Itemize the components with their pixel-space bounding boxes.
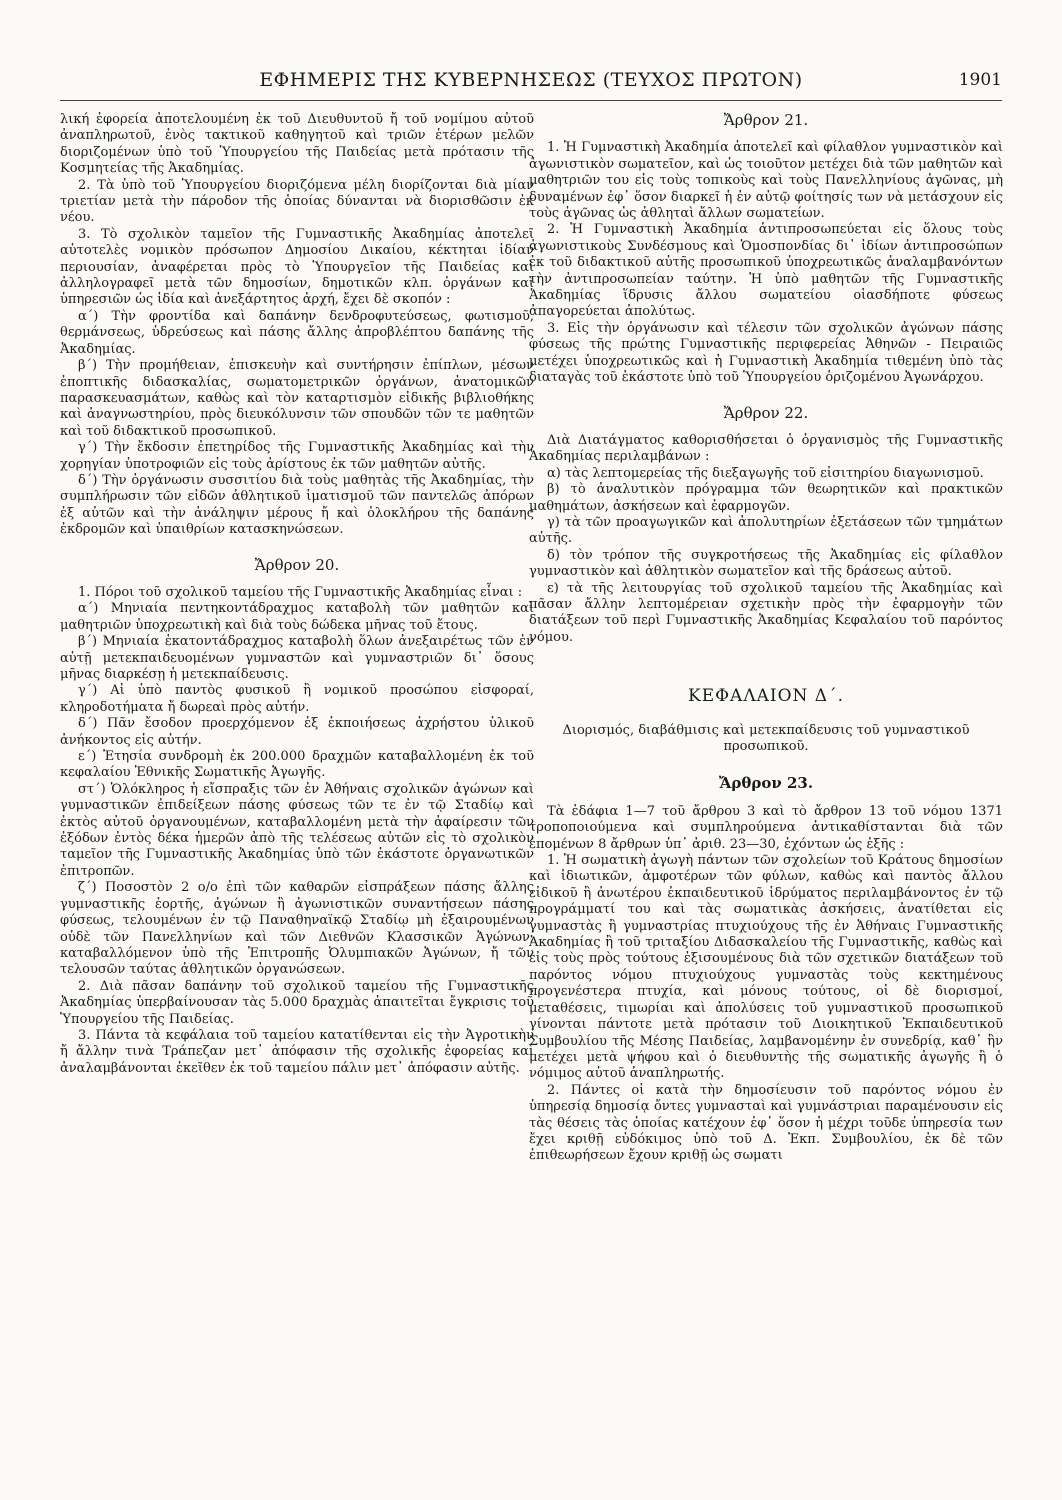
- article-heading: Ἄρθρον 22.: [723, 403, 809, 422]
- list-item: στ΄) Ὁλόκληρος ἡ εἴσπραξις τῶν ἐν Ἀθήναις σχολικῶν ἀγώνων καὶ γυμναστικῶν ἐπιδείξεων πάσης φύσεως τῶν τε ἐν τῷ Σταδίῳ καὶ ἐκτὸς αὐτοῦ ὀργανουμένων, καταβαλλομένη μετὰ τὴν ἀφαίρεσιν τῶν ἐξόδων ἐντὸς δέκα ἡμερῶν ἀπὸ τῆς τελέσεως αὐτῶν εἰς τὸ σχολικὸν ταμεῖον τῆς Γυμναστικῆς Ἀκαδημίας ὑπὸ τῶν ἑκάστοτε ὀργανωτικῶν ἐπιτροπῶν.: [60, 781, 534, 879]
- paragraph: 3. Εἰς τὴν ὀργάνωσιν καὶ τέλεσιν τῶν σχολικῶν ἀγώνων πάσης φύσεως τῆς πρώτης Γυμναστικῆς περιφερείας Ἀθηνῶν - Πειραιῶς μετέχει ὑποχρεωτικῶς καὶ ἡ Γυμναστικὴ Ἀκαδημία τιθεμένη ὑπὸ τὰς διαταγὰς τοῦ ἑκάστοτε ὑπὸ τοῦ Ὑπουργείου ὁριζομένου Ἀγωνάρχου.: [529, 320, 1003, 386]
- list-item: β΄) Μηνιαία ἑκατοντάδραχμος καταβολὴ ὅλων ἀνεξαιρέτως τῶν ἐν αὐτῇ μετεκπαιδευομένων γυμναστῶν καὶ γυμναστριῶν δι᾽ ὅσους μῆνας διαρκέσῃ ἡ μετεκπαίδευσις.: [60, 634, 534, 682]
- list-item: δ΄) Πᾶν ἔσοδον προερχόμενον ἐξ ἐκποιήσεως ἀχρήστου ὑλικοῦ ἀνήκοντος εἰς αὐτήν.: [60, 716, 534, 748]
- right-column: [529, 112, 1003, 1165]
- article-heading: Ἄρθρον 23.: [718, 774, 814, 793]
- gazette-title: ΕΦΗΜΕΡΙΣ ΤΗΣ ΚΥΒΕΡΝΗΣΕΩΣ (ΤΕΥΧΟΣ ΠΡΩΤΟΝ): [259, 69, 803, 91]
- list-item: β΄) Τὴν προμήθειαν, ἐπισκευὴν καὶ συντήρησιν ἐπίπλων, μέσων ἐποπτικῆς διδασκαλίας, σωματομετρικῶν ὀργάνων, ἀνατομικῶν παρασκευασμάτων, καθὼς καὶ τὸν καταρτισμὸν εἰδικῆς βιβλιοθήκης καὶ ἀναγνωστηρίου, πρὸς διευκόλυνσιν τῶν σπουδῶν τῶν τε μαθητῶν καὶ τοῦ διδακτικοῦ προσωπικοῦ.: [60, 358, 534, 439]
- list-item: δ΄) Τὴν ὀργάνωσιν συσσιτίου διὰ τοὺς μαθητὰς τῆς Ἀκαδημίας, τὴν συμπλήρωσιν τῶν εἰδῶν ἀθλητικοῦ ἱματισμοῦ τῶν παντελῶς ἀπόρων ἐξ αὐτῶν καὶ τὴν ἀνάληψιν μέρους ἤ καὶ ὁλοκλήρου τῆς δαπάνης ἐκδρομῶν καὶ ὑπαιθρίων κατασκηνώσεων.: [60, 472, 534, 538]
- list-item: ζ΄) Ποσοστὸν 2 ο/ο ἐπὶ τῶν καθαρῶν εἰσπράξεων πάσης ἄλλης γυμναστικῆς ἑορτῆς, ἀγώνων ἢ ἀγωνιστικῶν συναντήσεων πάσης φύσεως, τελουμένων ἐν τῷ Παναθηναϊκῷ Σταδίῳ μὴ ἐξαιρουμένων οὐδὲ τῶν Πανελληνίων καὶ τῶν Διεθνῶν Κλασσικῶν Ἀγώνων, καταβαλλόμενον ὑπὸ τῆς Ἐπιτροπῆς Ὀλυμπιακῶν Ἀγώνων, ἤ τῶν τελουσῶν ταύτας ἀθλητικῶν ὀργανώσεων.: [60, 880, 534, 978]
- chapter-heading: ΚΕΦΑΛΑΙΟΝ Δ΄.: [688, 686, 844, 707]
- paragraph: 1. Ἡ σωματικὴ ἀγωγὴ πάντων τῶν σχολείων τοῦ Κράτους δημοσίων καὶ ἰδιωτικῶν, ἀμφοτέρων τῶν φύλων, καθὼς καὶ παντὸς ἄλλου εἰδικοῦ ἢ ἀνωτέρου ἐκπαιδευτικοῦ ἱδρύματος περιλαμβάνοντος ἐν τῷ προγράμματί του καὶ τὰς σωματικὰς ἀσκήσεις, ἀνατίθεται εἰς γυμναστὰς ἢ γυμναστρίας πτυχιούχους τῆς ἐν Ἀθήναις Γυμναστικῆς Ἀκαδημίας ἢ τοῦ τριταξίου Διδασκαλείου τῆς Γυμναστικῆς, καθὼς καὶ εἰς τοὺς πρὸς τούτους ἐξισουμένους διὰ τῶν σχετικῶν διατάξεων τοῦ παρόντος νόμου πτυχιούχους γυμναστὰς τοὺς κεκτημένους προγενέστερα πτυχία, καὶ μόνους τούτους, οἱ δὲ διορισμοί, μεταθέσεις, τιμωρίαι καὶ ἀπολύσεις τοῦ γυμναστικοῦ προσωπικοῦ γίνονται πάντοτε μετὰ πρότασιν τοῦ Διοικητικοῦ Ἐκπαιδευτικοῦ Συμβουλίου τῆς Μέσης Παιδείας, λαμβανομένην ἐν συνεδρίᾳ, καθ᾽ ἣν μετέχει μετὰ ψήφου καὶ ὁ διευθυντὴς τῆς σωματικῆς ἀγωγῆς ἢ ὁ νόμιμος αὐτοῦ ἀναπληρωτής.: [529, 853, 1003, 1082]
- list-item: ε) τὰ τῆς λειτουργίας τοῦ σχολικοῦ ταμείου τῆς Ἀκαδημίας καὶ πᾶσαν ἄλλην λεπτομέρειαν σχετικὴν πρὸς τὴν ἐφαρμογὴν τῶν διατάξεων τοῦ περὶ Γυμναστικῆς Ἀκαδημίας Κεφαλαίου τοῦ παρόντος νόμου.: [529, 580, 1003, 645]
- left-column: [60, 112, 534, 1077]
- page-header: [60, 60, 1002, 101]
- list-item: β) τὸ ἀναλυτικὸν πρόγραμμα τῶν θεωρητικῶν καὶ πρακτικῶν μαθημάτων, ἀσκήσεων καὶ ἐφαρμογῶν.: [529, 482, 1003, 514]
- list-item: γ΄) Τὴν ἔκδοσιν ἐπετηρίδος τῆς Γυμναστικῆς Ἀκαδημίας καὶ τὴν χορηγίαν ὑποτροφιῶν εἰς τοὺς ἀρίστους ἐκ τῶν μαθητῶν αὐτῆς.: [60, 440, 534, 472]
- paragraph: 2. Πάντες οἱ κατὰ τὴν δημοσίευσιν τοῦ παρόντος νόμου ἐν ὑπηρεσίᾳ δημοσίᾳ ὄντες γυμνασταὶ καὶ γυμνάστριαι παραμένουσιν εἰς τὰς θέσεις τὰς ὁποίας κατέχουν ἐφ᾽ ὅσον ἡ μέχρι τοῦδε ὑπηρεσία των ἔχει κριθῇ εὐδόκιμος ὑπὸ τοῦ Δ. Ἐκπ. Συμβουλίου, ἐκ δὲ τῶν ἐπιθεωρήσεων ἔχουν κριθῇ ὡς σωματι: [529, 1082, 1003, 1164]
- paragraph: 2. Τὰ ὑπὸ τοῦ Ὑπουργείου διοριζόμενα μέλη διορίζονται διὰ μίαν τριετίαν μετὰ τὴν πάροδον τῆς ὁποίας δύνανται νὰ διορισθῶσιν ἐκ νέου.: [60, 177, 534, 226]
- paragraph: 3. Πάντα τὰ κεφάλαια τοῦ ταμείου κατατίθενται εἰς τὴν Ἀγροτικὴν ἤ ἄλλην τινὰ Τράπεζαν μετ᾽ ἀπόφασιν τῆς σχολικῆς ἐφορείας καὶ ἀναλαμβάνονται ἐκεῖθεν ἐκ τοῦ ταμείου πάλιν μετ᾽ ἀπόφασιν αὐτῆς.: [60, 1027, 534, 1076]
- page-number: 1901: [958, 70, 1002, 90]
- paragraph: 1. Πόροι τοῦ σχολικοῦ ταμείου τῆς Γυμναστικῆς Ἀκαδημίας εἶναι :: [78, 584, 523, 600]
- paragraph: Τὰ ἐδάφια 1—7 τοῦ ἄρθρου 3 καὶ τὸ ἄρθρον 13 τοῦ νόμου 1371 τροποποιούμενα καὶ συμπληρούμενα ἀντικαθίστανται διὰ τῶν ἑπομένων 8 ἄρθρων ὑπ᾽ ἀριθ. 23—30, ἐχόντων ὡς ἑξῆς :: [529, 803, 1003, 852]
- list-item: γ΄) Αἱ ὑπὸ παντὸς φυσικοῦ ἢ νομικοῦ προσώπου εἰσφοραί, κληροδοτήματα ἤ δωρεαὶ πρὸς αὐτήν.: [60, 683, 534, 715]
- list-item: α΄) Μηνιαία πεντηκοντάδραχμος καταβολὴ τῶν μαθητῶν καὶ μαθητριῶν ὑποχρεωτικὴ καὶ διὰ τοὺς δώδεκα μῆνας τοῦ ἔτους.: [60, 601, 534, 633]
- list-item: α) τὰς λεπτομερείας τῆς διεξαγωγῆς τοῦ εἰσιτηρίου διαγωνισμοῦ.: [547, 465, 984, 481]
- list-item: δ) τὸν τρόπον τῆς συγκροτήσεως τῆς Ἀκαδημίας εἰς φίλαθλον γυμναστικὸν καὶ ἀθλητικὸν σωματεῖον καὶ τῆς δράσεως αὐτοῦ.: [529, 547, 1003, 580]
- paragraph: 1. Ἡ Γυμναστικὴ Ἀκαδημία ἀποτελεῖ καὶ φίλαθλον γυμναστικὸν καὶ ἀγωνιστικὸν σωματεῖον, καὶ ὡς τοιοῦτον μετέχει διὰ τῶν μαθητῶν καὶ μαθητριῶν του εἰς τοὺς τοπικοὺς καὶ τοὺς Πανελληνίους ἀγῶνας, μὴ δυναμένων ἐφ᾽ ὅσον διαρκεῖ ἡ ἐν αὐτῷ φοίτησίς των νὰ μετάσχουν εἰς τοὺς ἀγῶνας ὡς ἀθληταὶ ἄλλων σωματείων.: [529, 140, 1003, 222]
- list-item: γ) τὰ τῶν προαγωγικῶν καὶ ἀπολυτηρίων ἐξετάσεων τῶν τμημάτων αὐτῆς.: [529, 514, 1003, 547]
- paragraph: 2. Διὰ πᾶσαν δαπάνην τοῦ σχολικοῦ ταμείου τῆς Γυμναστικῆς Ἀκαδημίας ὑπερβαίνουσαν τὰς 5.000 δραχμὰς ἀπαιτεῖται ἔγκρισις τοῦ Ὑπουργείου τῆς Παιδείας.: [60, 978, 534, 1027]
- paragraph: Διὰ Διατάγματος καθορισθήσεται ὁ ὀργανισμὸς τῆς Γυμναστικῆς Ἀκαδημίας περιλαμβάνων :: [529, 432, 1003, 465]
- list-item: α΄) Τὴν φροντίδα καὶ δαπάνην δενδροφυτεύσεως, φωτισμοῦ, θερμάνσεως, ὑδρεύσεως καὶ πάσης ἄλλης ἀπροβλέπτου δαπάνης τῆς Ἀκαδημίας.: [60, 308, 534, 357]
- list-item: ε΄) Ἐτησία συνδρομὴ ἐκ 200.000 δραχμῶν καταβαλλομένη ἐκ τοῦ κεφαλαίου Ἐθνικῆς Σωματικῆς Ἀγωγῆς.: [60, 749, 534, 781]
- paragraph: 3. Τὸ σχολικὸν ταμεῖον τῆς Γυμναστικῆς Ἀκαδημίας ἀποτελεῖ αὐτοτελὲς νομικὸν πρόσωπον Δημοσίου Δικαίου, κέκτηται ἰδίαν περιουσίαν, ἀναφέρεται πρὸς τὸ Ὑπουργεῖον τῆς Παιδείας καὶ ἀλληλογραφεῖ μετὰ τῶν δημοσίων, δημοτικῶν κλπ. ὀργάνων καὶ ὑπηρεσιῶν ὡς ἰδία καὶ ἀνεξάρτητος ἀρχή, ἔχει δὲ σκοπόν :: [60, 226, 534, 308]
- chapter-subtitle: Διορισμός, διαβάθμισις καὶ μετεκπαίδευσις τοῦ γυμναστικοῦ προσωπικοῦ.: [562, 722, 970, 754]
- article-heading: Ἄρθρον 21.: [723, 111, 809, 129]
- paragraph: 2. Ἡ Γυμναστικὴ Ἀκαδημία ἀντιπροσωπεύεται εἰς ὅλους τοὺς ἀγωνιστικοὺς Συνδέσμους καὶ Ὁμοσπονδίας δι᾽ ἰδίων ἀντιπροσώπων ἐκ τοῦ διδακτικοῦ αὐτῆς προσωπικοῦ ὑποχρεωτικῶς ἀναλαμβανόντων τὴν ἀντιπροσωπείαν ταύτην. Ἡ ὑπὸ μαθητῶν τῆς Γυμναστικῆς Ἀκαδημίας ἵδρυσις ἄλλου σωματείου οἱασδήποτε φύσεως ἀπαγορεύεται ἀπολύτως.: [529, 222, 1003, 320]
- article-heading: Ἄρθρον 20.: [254, 555, 340, 574]
- paragraph: λική ἐφορεία ἀποτελουμένη ἐκ τοῦ Διευθυντοῦ ἤ τοῦ νομίμου αὐτοῦ ἀναπληρωτοῦ, ἑνὸς τακτικοῦ καθηγητοῦ καὶ τριῶν ἑτέρων μελῶν διοριζομένων ὑπὸ τοῦ Ὑπουργείου τῆς Παιδείας μετὰ πρότασιν τῆς Κοσμητείας τῆς Ἀκαδημίας.: [60, 112, 534, 177]
